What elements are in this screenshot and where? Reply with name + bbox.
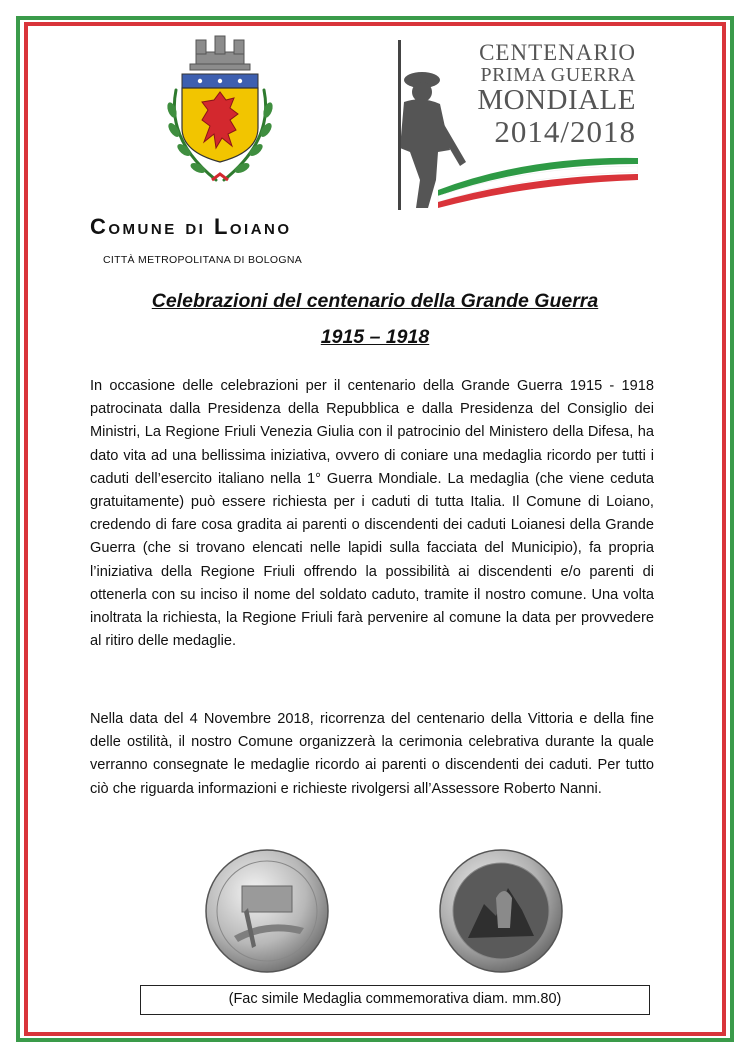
municipality-subtitle: CITTÀ METROPOLITANA DI BOLOGNA — [103, 254, 302, 266]
municipality-name: Comune di Loiano — [90, 214, 292, 239]
logo-line-2: PRIMA GUERRA — [480, 64, 636, 86]
medal-back-icon — [438, 848, 564, 974]
centenario-logo — [398, 40, 638, 210]
municipal-crest-icon — [160, 30, 280, 190]
document-title: Celebrazioni del centenario della Grande Guerra — [151, 290, 599, 312]
logo-line-3: MONDIALE — [477, 84, 636, 116]
body-paragraph-1: In occasione delle celebrazioni per il centenario della Grande Guerra 1915 - 1918 patrocinata dalla Presidenza della Repubblica e dalla Presidenza del Consiglio dei Ministri, La Regione Friuli Venezia Giulia con il patrocinio del Ministero della Difesa, ha dato vita ad una bellissima iniziativa, ovvero di coniare una medaglia ricordo per tutti i caduti dell’esercito italiano nella 1° Guerra Mondiale. La medaglia (che viene ceduta gratuitamente) può essere richiesta per i caduti di tutta Italia. Il Comune di Loiano, credendo di fare cosa gradita ai parenti o discendenti dei caduti Loianesi della Grande Guerra (che si trovano elencati nelle lapidi sulla facciata del Municipio), fa propria l’iniziativa della Regione Friuli offrendo la possibilità ai discendenti e/o parenti di ottenerla con su inciso il nome del soldato caduto, tramite il nostro comune. Una volta inoltrata la richiesta, la Regione Friuli farà pervenire al comune la data per provvedere al ritiro delle medaglie. — [90, 378, 654, 650]
logo-line-4: 2014/2018 — [494, 114, 636, 149]
document-title-years: 1915 – 1918 — [320, 326, 430, 348]
logo-line-1: CENTENARIO — [479, 40, 636, 65]
medal-front-icon — [204, 848, 330, 974]
medal-caption: (Fac simile Medaglia commemorativa diam. mm.80) — [140, 985, 650, 1015]
body-paragraph-2: Nella data del 4 Novembre 2018, ricorrenza del centenario della Vittoria e della fine delle ostilità, il nostro Comune organizzerà la cerimonia celebrativa durante la quale verranno consegnate le medaglie ricordo ai parenti o discendenti dei caduti. Per tutto ciò che riguarda informazioni e richieste rivolgersi all’Assessore Roberto Nanni. — [90, 711, 654, 797]
